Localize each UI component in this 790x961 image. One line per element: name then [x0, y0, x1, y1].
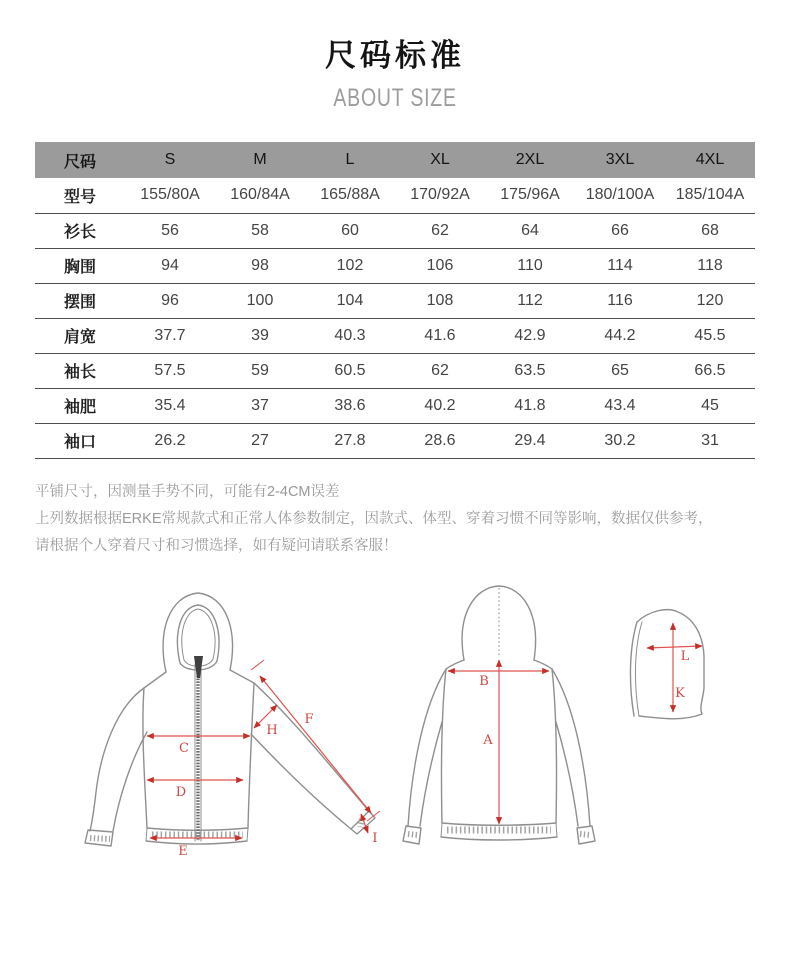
front-view-jacket	[85, 593, 378, 846]
size-value-cell: 170/92A	[410, 186, 470, 204]
size-value-cell: 155/80A	[140, 186, 200, 204]
size-value-cell: 45	[701, 396, 719, 414]
size-table-row	[35, 388, 755, 423]
size-table-header-row	[35, 142, 755, 178]
size-table-row	[35, 423, 755, 458]
size-value-cell: 41.6	[424, 326, 456, 344]
size-value-cell: 102	[336, 256, 364, 274]
size-table-row	[35, 353, 755, 388]
size-table-col-header: 3XL	[575, 142, 665, 178]
size-value-cell: 106	[426, 256, 454, 274]
size-value-cell: 66	[611, 221, 629, 239]
size-table-col-header: 4XL	[665, 142, 755, 178]
size-row-label: 袖口	[63, 434, 96, 451]
size-value-cell: 96	[161, 291, 179, 309]
size-table-row	[35, 213, 755, 248]
size-value-cell: 185/104A	[675, 186, 745, 204]
size-table-header	[35, 142, 755, 178]
size-table-col-header: XL	[395, 142, 485, 178]
size-guide-page	[0, 36, 790, 910]
size-table-row	[35, 178, 755, 213]
size-value-cell: 180/100A	[585, 186, 655, 204]
size-table-row	[35, 248, 755, 283]
measure-label-h: H	[266, 722, 278, 738]
size-row-label: 袖肥	[63, 399, 96, 416]
size-value-cell: 112	[517, 291, 543, 309]
size-value-cell: 40.3	[334, 326, 366, 344]
size-table-col-header: S	[125, 142, 215, 178]
size-value-cell: 62	[431, 361, 449, 379]
size-value-cell: 98	[251, 256, 269, 274]
size-value-cell: 26.2	[154, 431, 186, 449]
size-value-cell: 39	[251, 326, 269, 344]
size-value-cell: 165/88A	[320, 186, 380, 204]
size-value-cell: 64	[521, 221, 539, 239]
size-value-cell: 160/84A	[230, 186, 290, 204]
size-table	[35, 142, 755, 459]
measure-label-d: D	[175, 784, 187, 800]
measure-label-a: A	[483, 732, 493, 748]
size-value-cell: 104	[336, 291, 364, 309]
size-value-cell: 28.6	[424, 431, 456, 449]
page-title: 尺码标准	[325, 38, 465, 73]
size-value-cell: 108	[426, 291, 454, 309]
size-table-col-header: M	[215, 142, 305, 178]
size-value-cell: 62	[431, 221, 449, 239]
size-value-cell: 56	[161, 221, 179, 239]
size-table-row	[35, 283, 755, 318]
size-table-corner-header: 尺码	[35, 142, 125, 178]
measure-label-k: K	[675, 685, 685, 701]
size-table-body	[35, 178, 755, 458]
size-value-cell: 63.5	[514, 361, 546, 379]
note-line-1: 平铺尺寸，因测量手势不同，可能有2-4CM误差	[35, 483, 340, 500]
size-value-cell: 66.5	[694, 361, 726, 379]
size-row-label: 型号	[63, 188, 96, 206]
size-value-cell: 44.2	[604, 326, 636, 344]
measure-label-e: E	[178, 843, 188, 859]
hood-detail	[630, 609, 704, 718]
size-value-cell: 94	[161, 256, 179, 274]
size-value-cell: 27.8	[334, 431, 366, 449]
size-diagram-svg	[0, 560, 790, 910]
size-value-cell: 41.8	[514, 396, 546, 414]
size-row-label: 肩宽	[63, 329, 96, 346]
size-value-cell: 40.2	[424, 396, 456, 414]
note-line-2: 上列数据根据ERKE常规款式和正常人体参数制定，因款式、体型、穿着习惯不同等影响，数据仅供参考，	[35, 510, 713, 527]
size-row-label: 衫长	[63, 224, 96, 241]
size-table-col-header: L	[305, 142, 395, 178]
size-value-cell: 65	[611, 361, 629, 379]
note-line-3: 请根据个人穿着尺寸和习惯选择，如有疑问请联系客服！	[35, 537, 398, 554]
size-value-cell: 27	[251, 431, 269, 449]
size-value-cell: 100	[246, 291, 274, 309]
page-subtitle	[0, 84, 790, 112]
size-value-cell: 31	[701, 431, 719, 449]
measure-label-c: C	[179, 740, 189, 756]
size-value-cell: 110	[517, 256, 543, 274]
size-value-cell: 118	[697, 256, 723, 274]
size-value-cell: 37.7	[154, 326, 186, 344]
size-value-cell: 58	[251, 221, 269, 239]
size-row-label: 胸围	[63, 259, 96, 276]
back-measure-arrows	[448, 660, 549, 824]
size-value-cell: 30.2	[604, 431, 636, 449]
size-value-cell: 68	[701, 221, 719, 239]
page-subtitle-text: ABOUT SIZE	[333, 84, 457, 112]
measure-label-i: I	[372, 830, 378, 846]
size-value-cell: 45.5	[694, 326, 726, 344]
size-row-label: 摆围	[63, 294, 96, 311]
size-value-cell: 116	[607, 291, 633, 309]
size-value-cell: 114	[607, 256, 633, 274]
size-value-cell: 43.4	[604, 396, 636, 414]
size-value-cell: 120	[696, 291, 724, 309]
size-value-cell: 59	[251, 361, 269, 379]
size-value-cell: 42.9	[514, 326, 546, 344]
size-notes	[35, 479, 790, 560]
size-table-row	[35, 318, 755, 353]
size-value-cell: 57.5	[154, 361, 186, 379]
size-value-cell: 35.4	[154, 396, 186, 414]
measure-label-f: F	[304, 711, 314, 727]
size-value-cell: 38.6	[334, 396, 366, 414]
measurement-diagram	[0, 560, 790, 910]
size-row-label: 袖长	[63, 364, 96, 381]
measure-label-l: L	[680, 648, 690, 664]
measure-label-b: B	[479, 673, 489, 689]
size-value-cell: 175/96A	[500, 186, 560, 204]
size-value-cell: 60.5	[334, 361, 366, 379]
size-value-cell: 29.4	[514, 431, 546, 449]
size-value-cell: 60	[341, 221, 359, 239]
size-table-col-header: 2XL	[485, 142, 575, 178]
size-value-cell: 37	[251, 396, 269, 414]
